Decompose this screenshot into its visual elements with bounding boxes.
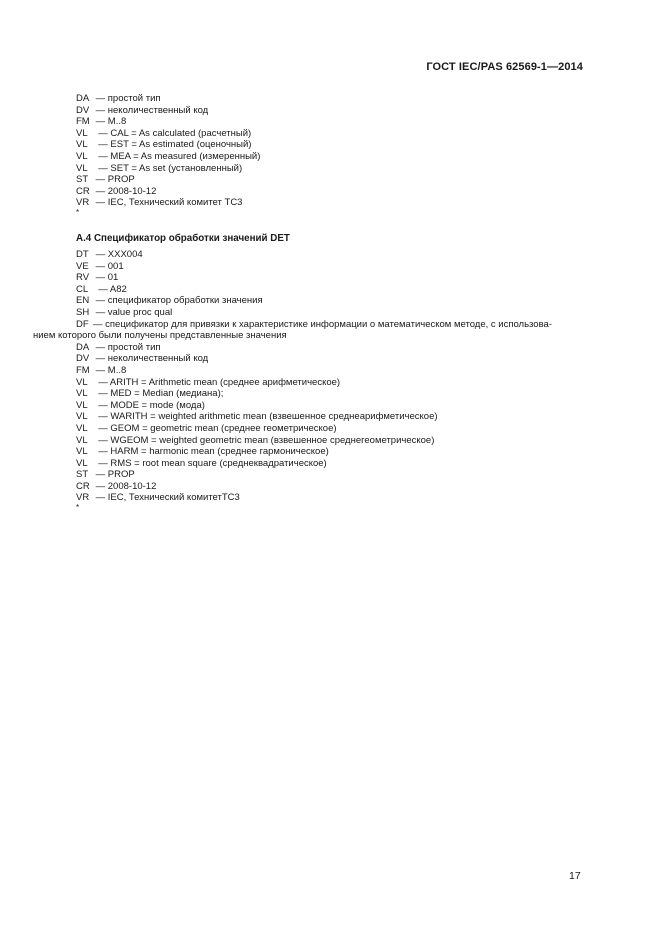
attribute-value: — неколичественный код (93, 104, 209, 116)
attribute-code: CR (76, 480, 90, 492)
attribute-line (76, 249, 586, 261)
attribute-line (76, 116, 586, 128)
attribute-line (76, 295, 586, 307)
attribute-line (76, 469, 586, 481)
attribute-value: — MODE = mode (мода) (93, 399, 205, 411)
attribute-value: — неколичественный код (93, 353, 209, 365)
df-definition (33, 318, 586, 342)
attribute-code: VL (76, 162, 88, 174)
attribute-value: — GEOM = geometric mean (среднее геометрическое) (93, 422, 337, 434)
attribute-value: — ARITH = Arithmetic mean (среднее арифметическое) (93, 376, 341, 388)
attribute-code: FM (76, 364, 90, 376)
document-header: ГОСТ IEC/PAS 62569-1—2014 (426, 61, 583, 73)
attribute-code: EN (76, 295, 90, 307)
attribute-line (76, 128, 586, 140)
attribute-value: — PROP (93, 174, 135, 186)
attribute-code: VL (76, 457, 88, 469)
attribute-code: VE (76, 260, 89, 272)
attribute-code: VL (76, 150, 88, 162)
attribute-value: — MEA = As measured (измеренный) (93, 150, 261, 162)
attribute-value: — простой тип (93, 341, 161, 353)
attribute-line (76, 423, 586, 435)
attribute-line (76, 93, 586, 105)
attribute-value: — M..8 (93, 364, 127, 376)
attribute-code: VL (76, 376, 88, 388)
attribute-code: CR (76, 185, 90, 197)
attribute-line (76, 435, 586, 447)
attribute-block-2 (33, 249, 586, 514)
attribute-code: DA (76, 93, 90, 104)
attribute-line (76, 377, 586, 389)
attribute-line (76, 272, 586, 284)
attribute-code: DV (76, 353, 90, 365)
attribute-code: RV (76, 272, 90, 284)
df-continuation: нием которого были получены представленные значения (33, 330, 287, 342)
attribute-line (76, 105, 586, 117)
attribute-block-1 (76, 93, 586, 219)
attribute-line (76, 342, 586, 354)
attribute-code: VL (76, 434, 88, 446)
attribute-code: SH (76, 306, 90, 318)
attribute-code: DT (76, 249, 89, 260)
attribute-line (76, 481, 586, 493)
attribute-code: VL (76, 388, 88, 400)
attribute-value: — PROP (93, 469, 135, 481)
attribute-code: FM (76, 116, 90, 128)
attribute-value: — 01 (93, 272, 119, 284)
attribute-line (76, 353, 586, 365)
attribute-code: VR (76, 492, 90, 504)
attribute-value: — A82 (93, 283, 127, 295)
attribute-value: — CAL = As calculated (расчетный) (93, 127, 252, 139)
attribute-value: — M..8 (93, 116, 127, 128)
attribute-line (76, 365, 586, 377)
attribute-value: — 001 (93, 260, 124, 272)
attribute-value: — спецификатор для привязки к характеристике информации о математическом методе, с использова- (93, 318, 552, 330)
attribute-value: — простой тип (93, 93, 161, 104)
attribute-line (76, 174, 586, 186)
attribute-value: — спецификатор обработки значения (93, 295, 263, 307)
attribute-line (76, 400, 586, 412)
attribute-line (76, 186, 586, 198)
attribute-line (76, 411, 586, 423)
attribute-code: VL (76, 411, 88, 423)
attribute-line (76, 388, 586, 400)
attribute-code: VR (76, 197, 90, 209)
attribute-code: ST (76, 469, 89, 481)
attribute-code: VL (76, 399, 88, 411)
attribute-value: — value proc qual (93, 306, 173, 318)
attribute-code: VL (76, 422, 88, 434)
attribute-line (76, 307, 586, 319)
attribute-value: — RMS = root mean square (среднеквадратическое) (93, 457, 327, 469)
attribute-code: VL (76, 139, 88, 151)
attribute-line (76, 197, 586, 209)
attribute-value: — WARITH = weighted arithmetic mean (взвешенное среднеарифметическое) (93, 411, 438, 423)
attribute-value: — WGEOM = weighted geometric mean (взвешенное среднегеометрическое) (93, 434, 435, 446)
attribute-value: — HARM = harmonic mean (среднее гармоническое) (93, 446, 329, 458)
attribute-line (76, 261, 586, 273)
attribute-code: DV (76, 104, 90, 116)
section-title: A.4 Спецификатор обработки значений DET (76, 233, 290, 244)
attribute-line (76, 458, 586, 470)
end-mark: * (76, 207, 80, 217)
attribute-code: DF (76, 318, 89, 330)
attribute-line (76, 163, 586, 175)
attribute-code: DA (76, 341, 90, 353)
attribute-value: — EST = As estimated (оценочный) (93, 139, 252, 151)
attribute-line (76, 492, 586, 504)
attribute-value: — SET = As set (установленный) (93, 162, 243, 174)
attribute-code: VL (76, 127, 88, 139)
attribute-value: — XXX004 (93, 249, 143, 260)
attribute-code: CL (76, 283, 89, 295)
page-number: 17 (569, 870, 581, 882)
attribute-line (76, 139, 586, 151)
attribute-value: — 2008-10-12 (93, 480, 157, 492)
end-mark: * (76, 503, 80, 513)
attribute-value: — IEC, Технический комитет TC3 (93, 197, 243, 209)
attribute-value: — IEC, Технический комитетTC3 (93, 492, 240, 504)
attribute-line (76, 446, 586, 458)
attribute-code: VL (76, 446, 88, 458)
attribute-value: — 2008-10-12 (93, 185, 157, 197)
attribute-value: — MED = Median (медиана); (93, 388, 224, 400)
attribute-line (76, 151, 586, 163)
attribute-code: ST (76, 174, 89, 186)
attribute-line (76, 284, 586, 296)
